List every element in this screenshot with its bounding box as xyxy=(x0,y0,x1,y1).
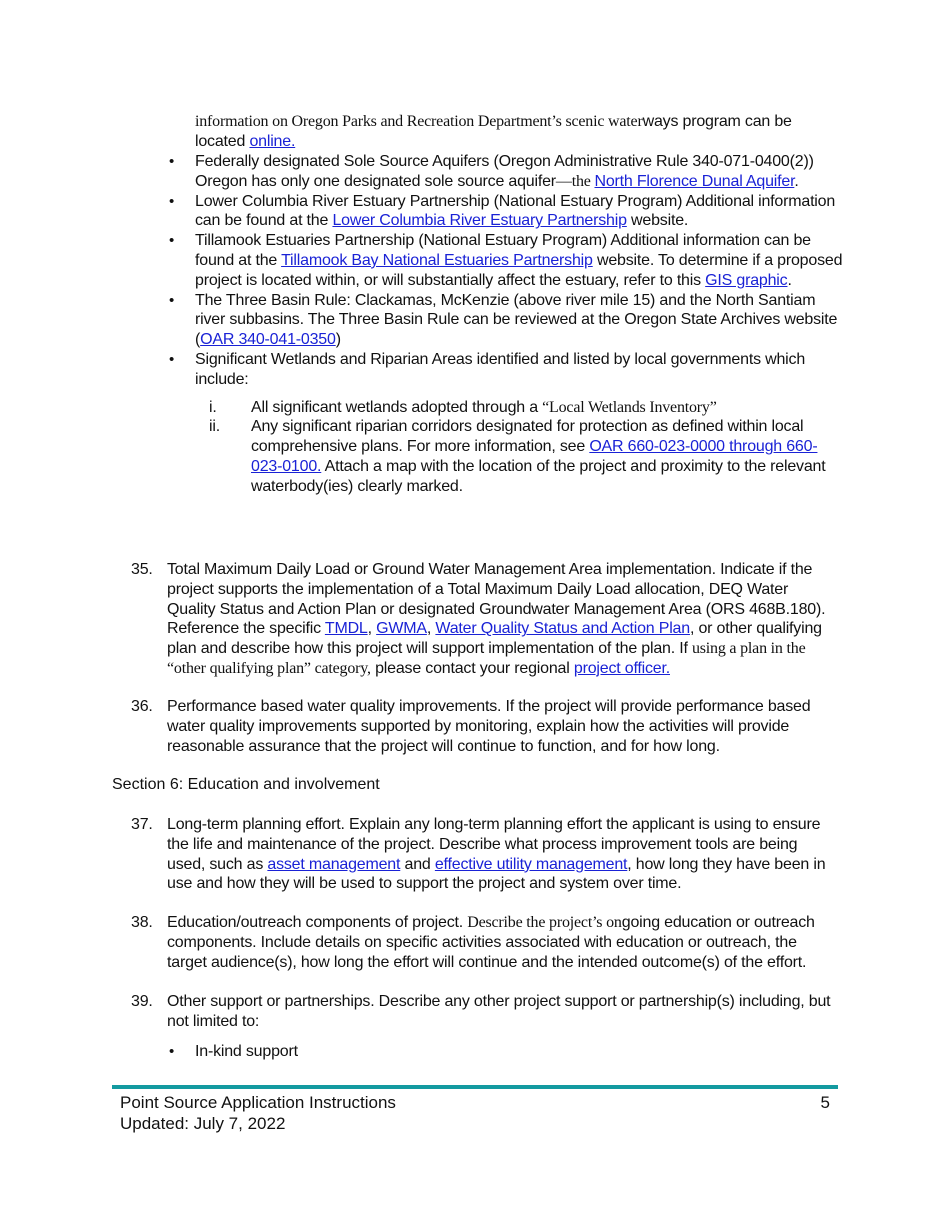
list-item-three-basin-rule: • The Three Basin Rule: Clackamas, McKenzie (above river mile 15) and the North Santiam river subbasins. The Three Basin Rule can be reviewed at the Oregon State Archives website (OAR 340-041-0350) xyxy=(195,291,845,350)
wetlands-sublist xyxy=(195,398,845,497)
page-number: 5 xyxy=(820,1093,830,1112)
list-item-significant-wetlands: • Significant Wetlands and Riparian Areas identified and listed by local governments which include: i. All significant wetlands adopted through a “Local Wetlands Inventory” ii. Any significant riparian corridors designated for protection as defined within local comprehensive plans. For more information, see OAR 660-023-0000 through 660-023-0100. Attach a map with the location of the project and proximity to the relevant waterbody(ies) clearly marked. xyxy=(195,350,845,497)
online-link[interactable]: online. xyxy=(249,132,296,150)
list-item-lower-columbia: • Lower Columbia River Estuary Partnership (National Estuary Program) Additional information can be found at the Lower Columbia River Estuary Partnership website. xyxy=(195,192,845,232)
oar-660-023-link[interactable]: OAR 660-023-0000 through 660-023-0100. xyxy=(251,438,818,475)
designated-areas-list xyxy=(195,152,845,497)
footer-info xyxy=(120,1092,396,1134)
tillamook-bay-partnership-link[interactable]: Tillamook Bay National Estuaries Partnership xyxy=(281,251,593,269)
item-35-tmdl: 35. Total Maximum Daily Load or Ground Water Management Area implementation. Indicate if the project supports the implementation of a Total Maximum Daily Load allocation, DEQ Water Quality Status and Action Plan or designated Groundwater Management Area (ORS 468B.180). Reference the specific TMDL, GWMA, Water Quality Status and Action Plan, or other qualifying plan and describe how this project will support implementation of the plan. If using a plan in the “other qualifying plan” category, please contact your regional project officer. xyxy=(131,561,826,677)
tmdl-link[interactable]: TMDL xyxy=(324,620,368,638)
sublist-item-i: i. All significant wetlands adopted through a “Local Wetlands Inventory” xyxy=(209,398,717,416)
item-36-performance: 36. Performance based water quality improvements. If the project will provide performance based water quality improvements supported by monitoring, explain how the activities will provide reasonable assurance that the project will continue to function, and for how long. xyxy=(131,698,811,755)
lower-columbia-partnership-link[interactable]: Lower Columbia River Estuary Partnership xyxy=(332,212,627,230)
item-37-long-term-planning: 37. Long-term planning effort. Explain any long-term planning effort the applicant is using to ensure the life and maintenance of the project. Describe what process improvement tools are being used, such as asset management and effective utility management, how long they have been in use and how they will be used to support the project and system over time. xyxy=(131,816,826,893)
north-florence-dunal-aquifer-link[interactable]: North Florence Dunal Aquifer xyxy=(594,172,795,190)
section-6-heading: Section 6: Education and involvement xyxy=(112,776,380,793)
effective-utility-management-link[interactable]: effective utility management xyxy=(434,855,628,873)
list-item-tillamook: • Tillamook Estuaries Partnership (National Estuary Program) Additional information can be found at the Tillamook Bay National Estuaries Partnership website. To determine if a proposed project is located within, or will substantially affect the estuary, refer to this GIS graphic. xyxy=(195,231,845,290)
gwma-link[interactable]: GWMA xyxy=(376,620,427,638)
sublist-item-ii: ii. Any significant riparian corridors designated for protection as defined within local comprehensive plans. For more information, see OAR 660-023-0000 through 660-023-0100. Attach a map with the location of the project and proximity to the relevant waterbody(ies) clearly marked. xyxy=(209,418,826,495)
project-officer-link[interactable]: project officer. xyxy=(573,659,670,677)
gis-graphic-link[interactable]: GIS graphic xyxy=(705,271,788,289)
footer-updated-date: Updated: July 7, 2022 xyxy=(120,1114,286,1133)
scenic-waterways-paragraph: information on Oregon Parks and Recreation Department’s scenic waterways program can be located online. xyxy=(195,113,792,150)
footer-rule xyxy=(112,1085,838,1089)
item-39-other-support: 39. Other support or partnerships. Describe any other project support or partnership(s) including, but not limited to: xyxy=(131,993,831,1030)
in-kind-support-bullet: • In-kind support xyxy=(195,1042,298,1062)
oar-340-041-0350-link[interactable]: OAR 340-041-0350 xyxy=(200,331,336,349)
list-item-sole-source-aquifers: • Federally designated Sole Source Aquifers (Oregon Administrative Rule 340-071-0400(2)) Oregon has only one designated sole source aquifer—the North Florence Dunal Aquifer. xyxy=(195,152,845,192)
asset-management-link[interactable]: asset management xyxy=(267,855,401,873)
water-quality-status-link[interactable]: Water Quality Status and Action Plan xyxy=(435,620,690,638)
footer-title: Point Source Application Instructions xyxy=(120,1093,396,1112)
item-38-education-outreach: 38. Education/outreach components of project. Describe the project’s ongoing education or outreach components. Include details on specific activities associated with education or outreach, the target audience(s), how long the effort will continue and the intended outcome(s) of the effort. xyxy=(131,914,815,971)
